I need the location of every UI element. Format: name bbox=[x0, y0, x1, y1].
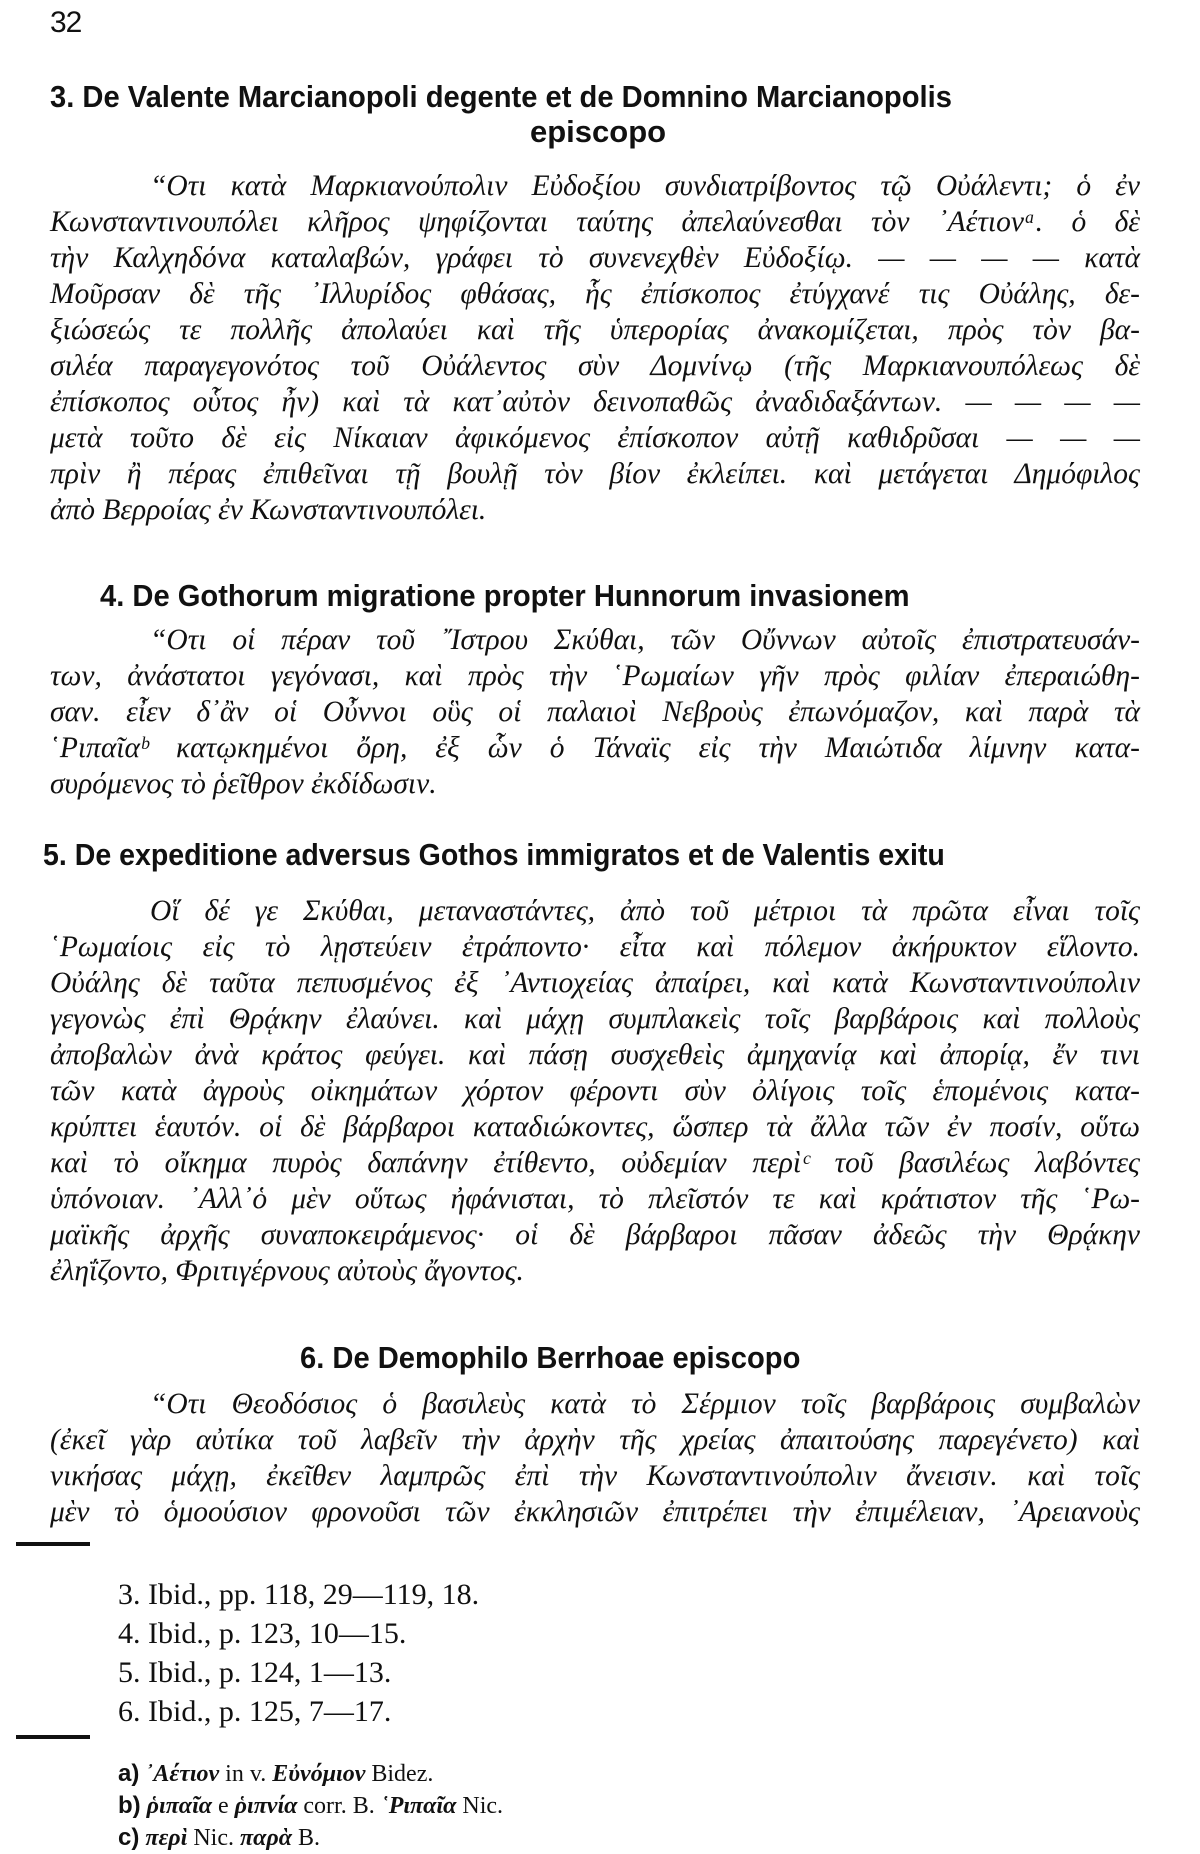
section-4-text bbox=[50, 622, 1140, 802]
text-line: καὶ τὸ οἴκημα πυρὸς δαπάνην ἐτίθεντο, οὐδεμίαν περὶᶜ τοῦ βασιλέως λαβόντες bbox=[50, 1147, 1140, 1179]
text-line: μετὰ τοῦτο δὲ εἰς Νίκαιαν ἀφικόμενος ἐπίσκοπον αὐτῇ καθιδρῦσαι — — — bbox=[50, 422, 1140, 454]
text-line: ὑπόνοιαν. ᾿Αλλ᾿ὁ μὲν οὕτως ἠφάνισται, τὸ πλεῖστόν τε καὶ κράτιστον τῆς ῾Ρω- bbox=[50, 1183, 1140, 1215]
apparatus-entry bbox=[118, 1822, 503, 1854]
apparatus-text: e bbox=[212, 1793, 235, 1819]
apparatus-greek: ῥιπαῖα bbox=[146, 1793, 213, 1819]
section-title: De Demophilo Berrhoae episcopo bbox=[332, 1340, 801, 1375]
section-number: 6. bbox=[300, 1340, 325, 1375]
apparatus-divider bbox=[16, 1735, 90, 1739]
text-line: ἀποβαλὼν ἀνὰ κράτος φεύγει. καὶ πάσῃ συσχεθεὶς ἀμηχανίᾳ καὶ ἀπορίᾳ, ἔν τινι bbox=[50, 1039, 1140, 1071]
page-number: 32 bbox=[50, 6, 82, 39]
source-note: 5. Ibid., p. 124, 1—13. bbox=[118, 1656, 392, 1689]
apparatus-greek: παρὰ bbox=[239, 1825, 293, 1851]
text-line: νικήσας μάχῃ, ἐκεῖθεν λαμπρῶς ἐπὶ τὴν Κωνσταντινούπολιν ἄνεισιν. καὶ τοῖς bbox=[50, 1460, 1140, 1492]
section-number: 4. bbox=[100, 578, 125, 613]
apparatus-label: a) bbox=[118, 1760, 140, 1787]
section-3-heading-line2: episcopo bbox=[530, 114, 667, 149]
text-line: γεγονὼς ἐπὶ Θρᾴκην ἐλαύνει. καὶ μάχῃ συμπλακεὶς τοῖς βαρβάροις καὶ πολλοὺς bbox=[50, 1003, 1140, 1035]
apparatus-greek: περὶ bbox=[145, 1825, 188, 1851]
apparatus-label: c) bbox=[118, 1824, 140, 1851]
apparatus-text: in v. bbox=[219, 1761, 273, 1787]
text-line: “Οτι κατὰ Μαρκιανούπολιν Εὐδοξίου συνδιατρίβοντος τῷ Οὐάλεντι; ὁ ἐν bbox=[150, 170, 1140, 202]
text-line: ξιώσεώς τε πολλῆς ἀπολαύει καὶ τῆς ὑπερορίας ἀνακομίζεται, πρὸς τὸν βα- bbox=[50, 314, 1140, 346]
section-5-text bbox=[50, 893, 1140, 1289]
apparatus-greek: ῥιπνία bbox=[234, 1793, 298, 1819]
section-title: De expeditione adversus Gothos immigratos et de Valentis exitu bbox=[74, 837, 945, 872]
text-line: Οὐάλης δὲ ταῦτα πεπυσμένος ἐξ ᾿Αντιοχείας ἀπαίρει, καὶ κατὰ Κωνσταντινούπολιν bbox=[50, 967, 1140, 999]
apparatus-entry bbox=[118, 1758, 503, 1790]
section-title: De Valente Marcianopoli degente et de Domnino Marcianopolis bbox=[82, 79, 952, 114]
text-line: ἀπὸ Βερροίας ἐν Κωνσταντινουπόλει. bbox=[50, 494, 487, 526]
text-line: συρόμενος τὸ ῥεῖθρον ἐκδίδωσιν. bbox=[50, 768, 437, 800]
source-notes bbox=[118, 1575, 479, 1731]
apparatus-entry bbox=[118, 1790, 503, 1822]
apparatus-greek: ᾿Αέτιον bbox=[145, 1761, 220, 1787]
source-note: 3. Ibid., pp. 118, 29—119, 18. bbox=[118, 1578, 480, 1611]
section-5-heading bbox=[43, 837, 945, 873]
apparatus-greek: ῾Ριπαῖα bbox=[380, 1793, 457, 1819]
text-line: των, ἀνάστατοι γεγόνασι, καὶ πρὸς τὴν ῾Ρωμαίων γῆν πρὸς φιλίαν ἐπεραιώθη- bbox=[50, 660, 1140, 692]
text-line: ἐληΐζοντο, Φριτιγέρνους αὐτοὺς ἄγοντος. bbox=[50, 1255, 524, 1287]
footnote-divider bbox=[16, 1542, 90, 1546]
section-6-heading bbox=[300, 1340, 800, 1376]
section-number: 5. bbox=[43, 837, 67, 872]
text-line: (ἐκεῖ γὰρ αὐτίκα τοῦ λαβεῖν τὴν ἀρχὴν τῆς χρείας ἀπαιτούσης παρεγένετο) καὶ bbox=[50, 1424, 1140, 1456]
text-line: ῾Ριπαῖαᵇ κατῳκημένοι ὄρη, ἐξ ὧν ὁ Τάναϊς εἰς τὴν Μαιώτιδα λίμνην κατα- bbox=[50, 732, 1140, 764]
apparatus-text: Bidez. bbox=[365, 1761, 434, 1787]
text-line: τὴν Καλχηδόνα καταλαβών, γράφει τὸ συνενεχθὲν Εὐδοξίῳ. — — — — κατὰ bbox=[50, 242, 1140, 274]
text-line: Μοῦρσαν δὲ τῆς ᾿Ιλλυρίδος φθάσας, ἧς ἐπίσκοπος ἐτύγχανέ τις Οὐάλης, δε- bbox=[50, 278, 1140, 310]
text-line: ῾Ρωμαίοις εἰς τὸ λῃστεύειν ἐτράποντο· εἶτα καὶ πόλεμον ἀκήρυκτον εἵλοντο. bbox=[50, 931, 1140, 963]
text-line: Οἵ δέ γε Σκύθαι, μεταναστάντες, ἀπὸ τοῦ μέτριοι τὰ πρῶτα εἶναι τοῖς bbox=[150, 895, 1140, 927]
section-6-text bbox=[50, 1386, 1140, 1530]
text-line: σιλέα παραγεγονότος τοῦ Οὐάλεντος σὺν Δομνίνῳ (τῆς Μαρκιανουπόλεως δὲ bbox=[50, 350, 1140, 382]
text-line: Κωνσταντινουπόλει κλῆρος ψηφίζονται ταύτης ἀπελαύνεσθαι τὸν ᾿Αέτιονᵃ. ὁ δὲ bbox=[50, 206, 1140, 238]
source-note: 6. Ibid., p. 125, 7—17. bbox=[118, 1695, 392, 1728]
section-number: 3. bbox=[50, 79, 75, 114]
section-4-heading bbox=[100, 578, 910, 614]
text-line: κρύπτει ἑαυτόν. οἱ δὲ βάρβαροι καταδιώκοντες, ὥσπερ τὰ ἄλλα τῶν ἐν ποσίν, οὕτω bbox=[50, 1111, 1140, 1143]
text-line: ἐπίσκοπος οὗτος ἦν) καὶ τὰ κατ᾿αὐτὸν δεινοπαθῶς ἀναδιδαξάντων. — — — — bbox=[50, 386, 1140, 418]
apparatus-greek: Εὐνόμιον bbox=[272, 1761, 366, 1787]
apparatus-text: B. bbox=[292, 1825, 321, 1851]
text-line: “Οτι Θεοδόσιος ὁ βασιλεὺς κατὰ τὸ Σέρμιον τοῖς βαρβάροις συμβαλὼν bbox=[150, 1388, 1140, 1420]
section-title: De Gothorum migratione propter Hunnorum invasionem bbox=[132, 578, 910, 613]
text-line: μὲν τὸ ὁμοούσιον φρονοῦσι τῶν ἐκκλησιῶν ἐπιτρέπει τὴν ἐπιμέλειαν, ᾿Αρειανοὺς bbox=[50, 1496, 1140, 1528]
section-3-text bbox=[50, 168, 1140, 528]
text-line: “Οτι οἱ πέραν τοῦ ῎Ιστρου Σκύθαι, τῶν Οὔννων αὐτοῖς ἐπιστρατευσάν- bbox=[150, 624, 1140, 656]
text-line: μαϊκῆς ἀρχῆς συναποκειράμενος· οἱ δὲ βάρβαροι πᾶσαν ἀδεῶς τὴν Θρᾴκην bbox=[50, 1219, 1140, 1251]
text-line: σαν. εἶεν δ᾿ἂν οἱ Οὖννοι οὓς οἱ παλαιοὶ Νεβροὺς ἐπωνόμαζον, καὶ παρὰ τὰ bbox=[50, 696, 1140, 728]
apparatus-text: Nic. bbox=[187, 1825, 240, 1851]
text-line: πρὶν ἢ πέρας ἐπιθεῖναι τῇ βουλῇ τὸν βίον ἐκλείπει. καὶ μετάγεται Δημόφιλος bbox=[50, 458, 1140, 490]
section-3-heading bbox=[50, 79, 952, 115]
apparatus-text: Nic. bbox=[456, 1793, 504, 1819]
text-line: τῶν κατὰ ἀγροὺς οἰκημάτων χόρτον φέροντι σὺν ὀλίγοις τοῖς ἑπομένοις κατα- bbox=[50, 1075, 1140, 1107]
apparatus-label: b) bbox=[118, 1792, 141, 1819]
critical-apparatus bbox=[118, 1758, 503, 1854]
apparatus-text: corr. B. bbox=[297, 1793, 381, 1819]
source-note: 4. Ibid., p. 123, 10—15. bbox=[118, 1617, 407, 1650]
